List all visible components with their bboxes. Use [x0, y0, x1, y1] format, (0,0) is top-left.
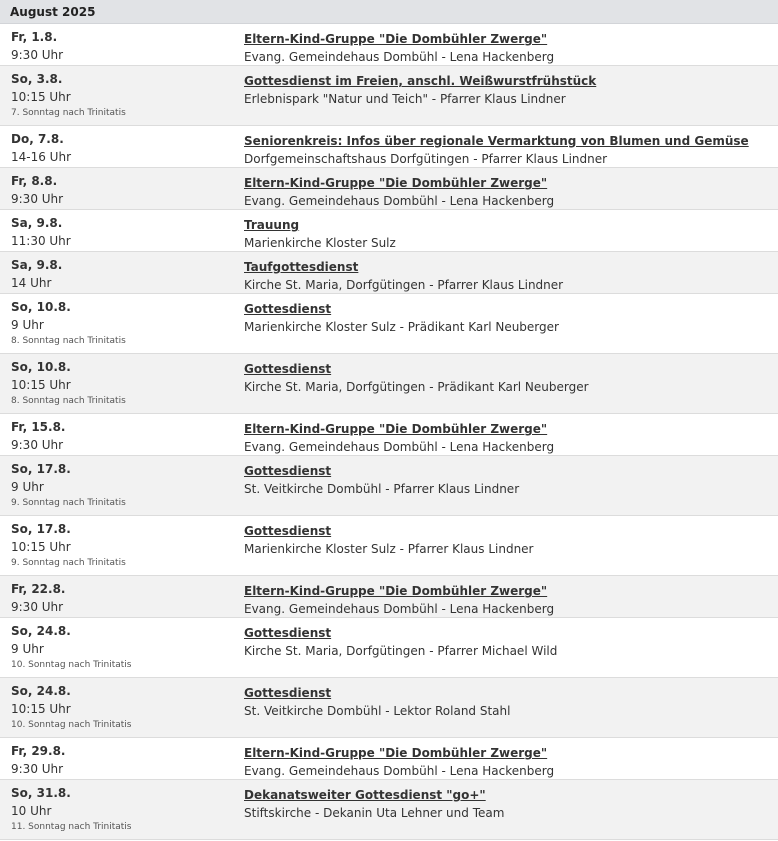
event-location: St. Veitkirche Dombühl - Lektor Roland Stahl [244, 704, 511, 718]
event-time: 10:15 Uhr [11, 540, 71, 554]
event-location: Marienkirche Kloster Sulz [244, 236, 396, 250]
event-liturgical-day: 9. Sonntag nach Trinitatis [11, 558, 126, 568]
event-time: 9 Uhr [11, 480, 44, 494]
event-datetime [0, 580, 244, 617]
event-date: So, 24.8. [11, 624, 71, 638]
event-location: Evang. Gemeindehaus Dombühl - Lena Hackenberg [244, 50, 555, 64]
event-date: Sa, 9.8. [11, 216, 63, 230]
event-datetime [0, 682, 244, 737]
event-datetime [0, 460, 244, 515]
event-title-link[interactable]: Eltern-Kind-Gruppe "Die Dombühler Zwerge" [244, 176, 548, 190]
event-row [0, 210, 778, 252]
event-details [244, 580, 778, 617]
event-title-link[interactable]: Eltern-Kind-Gruppe "Die Dombühler Zwerge" [244, 584, 548, 598]
event-date: Fr, 29.8. [11, 744, 66, 758]
event-details [244, 520, 778, 575]
event-row [0, 294, 778, 354]
event-time: 9 Uhr [11, 318, 44, 332]
event-details [244, 682, 778, 737]
event-row [0, 516, 778, 576]
event-date: Fr, 8.8. [11, 174, 58, 188]
event-details [244, 622, 778, 677]
event-row [0, 252, 778, 294]
event-time: 10:15 Uhr [11, 702, 71, 716]
event-details [244, 130, 778, 167]
event-datetime [0, 358, 244, 413]
event-details [244, 70, 778, 125]
event-location: Stiftskirche - Dekanin Uta Lehner und Team [244, 806, 505, 820]
event-datetime [0, 520, 244, 575]
event-date: So, 3.8. [11, 72, 63, 86]
event-datetime [0, 784, 244, 839]
event-date: Do, 7.8. [11, 132, 64, 146]
event-row [0, 738, 778, 780]
event-liturgical-day: 10. Sonntag nach Trinitatis [11, 720, 132, 730]
event-title-link[interactable]: Gottesdienst [244, 302, 332, 316]
event-time: 14-16 Uhr [11, 150, 72, 164]
event-details [244, 214, 778, 251]
event-title-link[interactable]: Gottesdienst [244, 362, 332, 376]
event-liturgical-day: 10. Sonntag nach Trinitatis [11, 660, 132, 670]
event-date: So, 10.8. [11, 300, 71, 314]
event-title-link[interactable]: Eltern-Kind-Gruppe "Die Dombühler Zwerge" [244, 422, 548, 436]
event-details [244, 256, 778, 293]
event-location: Evang. Gemeindehaus Dombühl - Lena Hackenberg [244, 194, 555, 208]
event-date: So, 17.8. [11, 462, 71, 476]
event-datetime [0, 622, 244, 677]
event-row [0, 618, 778, 678]
event-location: Kirche St. Maria, Dorfgütingen - Prädikant Karl Neuberger [244, 380, 589, 394]
event-location: Kirche St. Maria, Dorfgütingen - Pfarrer Klaus Lindner [244, 278, 564, 292]
event-time: 11:30 Uhr [11, 234, 71, 248]
event-date: So, 10.8. [11, 360, 71, 374]
month-header: August 2025 [0, 0, 778, 24]
event-time: 10:15 Uhr [11, 378, 71, 392]
event-time: 9:30 Uhr [11, 48, 64, 62]
event-title-link[interactable]: Gottesdienst [244, 464, 332, 478]
event-location: Evang. Gemeindehaus Dombühl - Lena Hackenberg [244, 764, 555, 778]
event-title-link[interactable]: Taufgottesdienst [244, 260, 359, 274]
event-date: So, 31.8. [11, 786, 71, 800]
event-details [244, 784, 778, 839]
event-datetime [0, 172, 244, 209]
event-date: So, 17.8. [11, 522, 71, 536]
event-time: 10 Uhr [11, 804, 52, 818]
event-title-link[interactable]: Gottesdienst [244, 626, 332, 640]
event-location: Evang. Gemeindehaus Dombühl - Lena Hackenberg [244, 602, 555, 616]
event-datetime [0, 298, 244, 353]
event-time: 14 Uhr [11, 276, 52, 290]
event-details [244, 298, 778, 353]
event-location: Erlebnispark "Natur und Teich" - Pfarrer Klaus Lindner [244, 92, 566, 106]
event-time: 9:30 Uhr [11, 438, 64, 452]
event-title-link[interactable]: Gottesdienst [244, 686, 332, 700]
event-location: Evang. Gemeindehaus Dombühl - Lena Hackenberg [244, 440, 555, 454]
event-details [244, 172, 778, 209]
event-title-link[interactable]: Eltern-Kind-Gruppe "Die Dombühler Zwerge" [244, 32, 548, 46]
event-row [0, 66, 778, 126]
event-date: Sa, 9.8. [11, 258, 63, 272]
event-row [0, 678, 778, 738]
event-datetime [0, 70, 244, 125]
event-details [244, 358, 778, 413]
event-location: Marienkirche Kloster Sulz - Pfarrer Klaus Lindner [244, 542, 534, 556]
event-location: Kirche St. Maria, Dorfgütingen - Pfarrer Michael Wild [244, 644, 558, 658]
event-title-link[interactable]: Eltern-Kind-Gruppe "Die Dombühler Zwerge" [244, 746, 548, 760]
event-details [244, 28, 778, 65]
event-date: Fr, 22.8. [11, 582, 66, 596]
event-time: 10:15 Uhr [11, 90, 71, 104]
event-location: Marienkirche Kloster Sulz - Prädikant Karl Neuberger [244, 320, 559, 334]
event-details [244, 460, 778, 515]
event-row [0, 168, 778, 210]
event-title-link[interactable]: Seniorenkreis: Infos über regionale Vermarktung von Blumen und Gemüse [244, 134, 749, 148]
event-list [0, 24, 778, 840]
event-liturgical-day: 7. Sonntag nach Trinitatis [11, 108, 126, 118]
event-time: 9 Uhr [11, 642, 44, 656]
event-liturgical-day: 11. Sonntag nach Trinitatis [11, 822, 132, 832]
event-row [0, 354, 778, 414]
event-datetime [0, 214, 244, 251]
event-date: Fr, 1.8. [11, 30, 58, 44]
event-title-link[interactable]: Gottesdienst [244, 524, 332, 538]
event-location: St. Veitkirche Dombühl - Pfarrer Klaus Lindner [244, 482, 520, 496]
event-liturgical-day: 8. Sonntag nach Trinitatis [11, 396, 126, 406]
event-liturgical-day: 9. Sonntag nach Trinitatis [11, 498, 126, 508]
event-datetime [0, 28, 244, 65]
event-details [244, 742, 778, 779]
event-date: Fr, 15.8. [11, 420, 66, 434]
event-title-link[interactable]: Trauung [244, 218, 300, 232]
event-row [0, 414, 778, 456]
event-datetime [0, 418, 244, 455]
event-row [0, 126, 778, 168]
event-datetime [0, 742, 244, 779]
event-row [0, 576, 778, 618]
event-time: 9:30 Uhr [11, 192, 64, 206]
event-details [244, 418, 778, 455]
event-datetime [0, 256, 244, 293]
event-row [0, 456, 778, 516]
event-row [0, 780, 778, 840]
event-location: Dorfgemeinschaftshaus Dorfgütingen - Pfarrer Klaus Lindner [244, 152, 608, 166]
event-title-link[interactable]: Dekanatsweiter Gottesdienst "go+" [244, 788, 486, 802]
event-liturgical-day: 8. Sonntag nach Trinitatis [11, 336, 126, 346]
event-time: 9:30 Uhr [11, 600, 64, 614]
event-time: 9:30 Uhr [11, 762, 64, 776]
event-date: So, 24.8. [11, 684, 71, 698]
event-datetime [0, 130, 244, 167]
event-title-link[interactable]: Gottesdienst im Freien, anschl. Weißwurstfrühstück [244, 74, 597, 88]
event-row [0, 24, 778, 66]
